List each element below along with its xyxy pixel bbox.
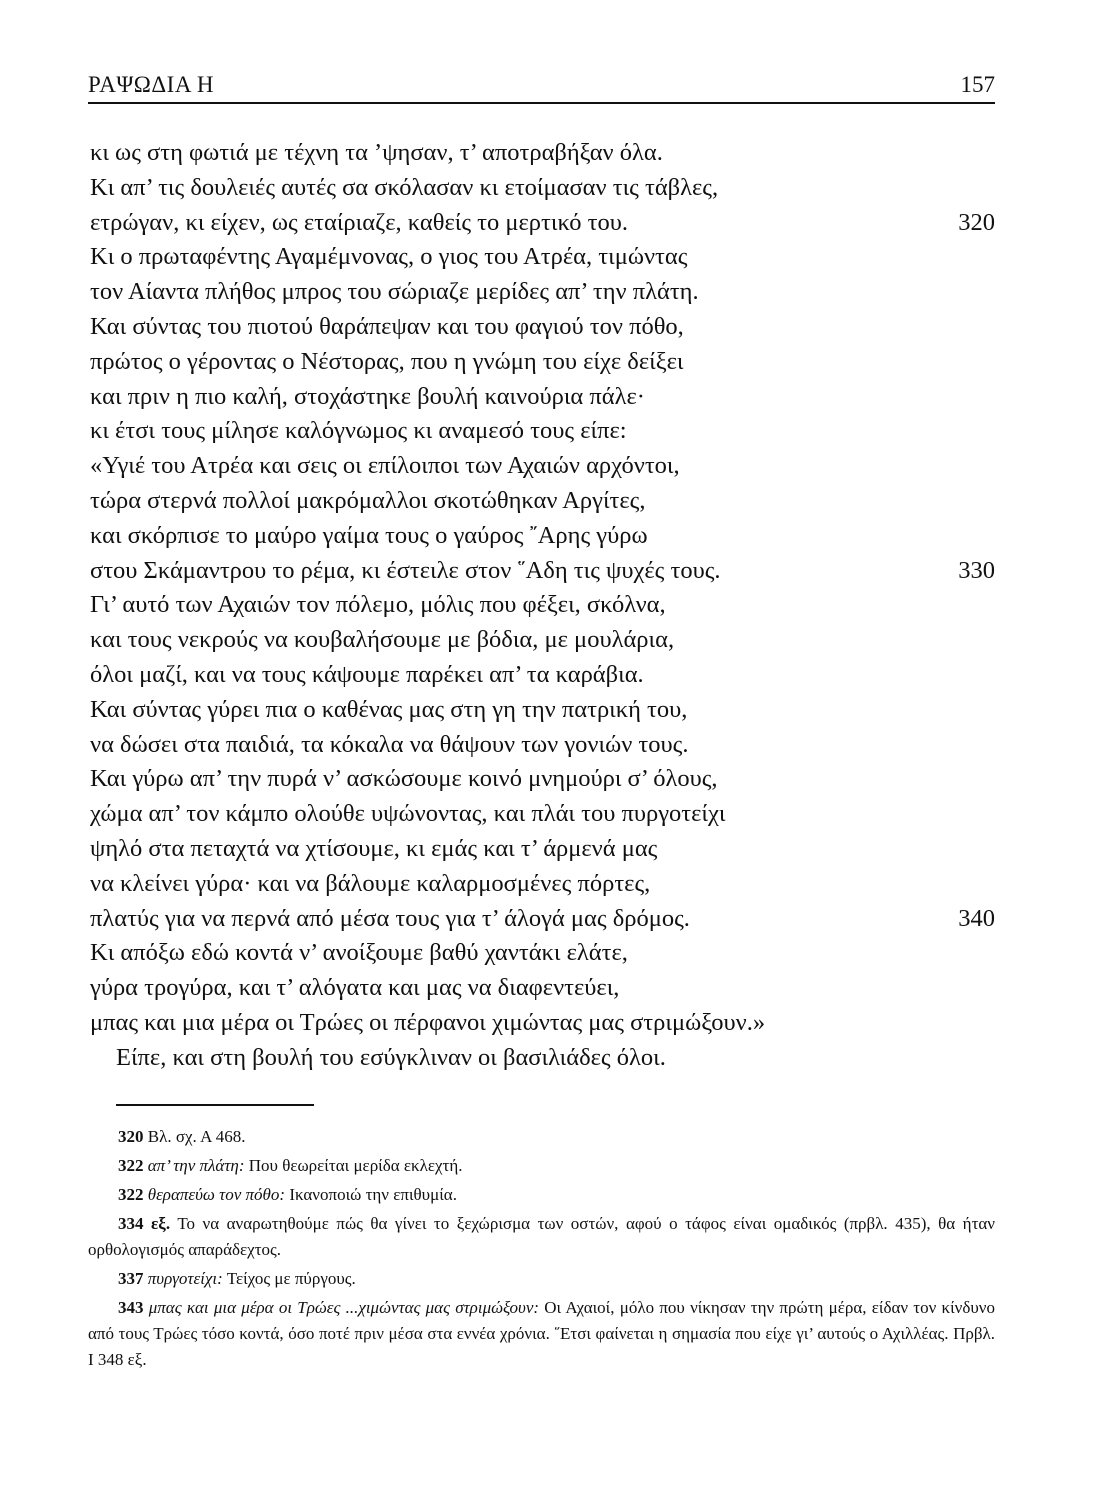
footnote-text: Οι Αχαιοί, μόλο που νίκησαν την πρώτη μέρα, είδαν τον κίνδυνο από τους Τρώες τόσο κοντά, όσο ποτέ πριν μέσα στα εννέα χρόνια. ῞Ετσι φαίνεται η σημασία που είχε γι’ αυτούς ο Αχιλλέας. Πρβλ. Ι 348 εξ. [88,1298,995,1369]
footnote [88,1153,995,1179]
verse-line [90,414,995,449]
footnote [88,1266,995,1292]
verse-line [90,519,995,554]
verse-line-text: χώμα απ’ τον κάμπο ολούθε υψώνοντας, και πλάι του πυργοτείχι [90,800,726,828]
verse-line-text: κι έτσι τους μίλησε καλόγνωμος κι αναμεσό τους είπε: [90,417,627,445]
verse-line-text: και τους νεκρούς να κουβαλήσουμε με βόδια, με μουλάρια, [90,626,675,654]
verse-line [90,971,995,1006]
verse-line [90,554,995,589]
verse-line [90,449,995,484]
verse-line-text: Κι ο πρωταφέντης Αγαμέμνονας, ο γιος του Ατρέα, τιμώντας [90,243,688,271]
verse-line [90,240,995,275]
line-number: 330 [958,556,995,584]
verse-line-text: Είπε, και στη βουλή του εσύγκλιναν οι βασιλιάδες όλοι. [116,1043,666,1071]
verse-line [90,623,995,658]
verse-line [90,275,995,310]
verse-line [90,832,995,867]
verse-line [90,936,995,971]
verse-line [90,658,995,693]
verse-line-text: Γι’ αυτό των Αχαιών τον πόλεμο, μόλις που φέξει, σκόλνα, [90,591,666,619]
verse-line [90,1006,995,1041]
verse-line-text: ετρώγαν, κι είχεν, ως εταίριαζε, καθείς το μερτικό του. [90,208,629,236]
footnotes [88,1124,995,1376]
line-number: 320 [958,208,995,236]
footnote [88,1295,995,1373]
footnote-text: Που θεωρείται μερίδα εκλεχτή. [244,1156,463,1175]
verse-line-text: Κι απ’ τις δουλειές αυτές σα σκόλασαν κι ετοίμασαν τις τάβλες, [90,173,719,201]
header-rule [88,102,995,104]
verse-line-text: πρώτος ο γέροντας ο Νέστορας, που η γνώμη του είχε δείξει [90,347,684,375]
line-number: 340 [958,904,995,932]
verse-line [90,797,995,832]
footnote-text: Το να αναρωτηθούμε πώς θα γίνει το ξεχώρισμα των οστών, αφού ο τάφος είναι ομαδικός (πρβλ. 435), θα ήταν ορθολογισμός απαράδεχτος. [88,1214,995,1259]
footnote-lemma: μπας και μια μέρα οι Τρώες ...χιμώντας μας στριμώξουν: [148,1298,540,1317]
verse-line [90,762,995,797]
verse-line [90,484,995,519]
verse-line-text: πλατύς για να περνά από μέσα τους για τ’ άλογά μας δρόμος. [90,904,690,932]
verse-line-text: ψηλό στα πεταχτά να χτίσουμε, κι εμάς και τ’ άρμενά μας [90,834,658,862]
verse-line-text: μπας και μια μέρα οι Τρώες οι πέρφανοι χιμώντας μας στριμώξουν.» [90,1008,766,1036]
verse-line-text: Κι απόξω εδώ κοντά ν’ ανοίξουμε βαθύ χαντάκι ελάτε, [90,939,628,967]
verse-line [90,728,995,763]
verse-line-text: Και σύντας του πιοτού θαράπεψαν και του φαγιού τον πόθο, [90,312,684,340]
verse-line-text: να κλείνει γύρα· και να βάλουμε καλαρμοσμένες πόρτες, [90,869,651,897]
footnote [88,1182,995,1208]
footnote-lemma: θεραπεύω τον πόθο: [147,1185,286,1204]
verse-line [90,380,995,415]
running-title: ΡΑΨΩΔΙΑ Η [88,72,215,97]
verse-line-text: τώρα στερνά πολλοί μακρόμαλλοι σκοτώθηκαν Αργίτες, [90,486,646,514]
footnote-lemma: πυργοτείχι: [147,1269,223,1288]
verse-line-text: γύρα τρογύρα, και τ’ αλόγατα και μας να διαφεντεύει, [90,974,620,1002]
verse-line-text: όλοι μαζί, και να τους κάψουμε παρέκει απ’ τα καράβια. [90,660,644,688]
footnote-text: Ικανοποιώ την επιθυμία. [285,1185,457,1204]
verse-line-text: και πριν η πιο καλή, στοχάστηκε βουλή καινούρια πάλε· [90,382,645,410]
verse-line [90,136,995,171]
verse-line [90,171,995,206]
footnote-ref: 343 [118,1298,144,1317]
footnote-ref: 337 [118,1269,144,1288]
verse-line [90,310,995,345]
footnote-text: Τείχος με πύργους. [222,1269,356,1288]
footnote-ref: 322 [118,1156,144,1175]
verse-line [90,1041,995,1076]
verse-line-text: στου Σκάμαντρου το ρέμα, κι έστειλε στον ῞Αδη τις ψυχές τους. [90,556,721,584]
verse-line-text: και σκόρπισε το μαύρο γαίμα τους ο γαύρος ῎Αρης γύρω [90,521,648,549]
footnote [88,1124,995,1150]
verse-line-text: «Υγιέ του Ατρέα και σεις οι επίλοιποι των Αχαιών αρχόντοι, [90,452,680,480]
verse-line [90,345,995,380]
verse-line [90,588,995,623]
footnote-ref: 320 [118,1127,144,1146]
footnote-rule [116,1104,314,1106]
verse-line-text: Και σύντας γύρει πια ο καθένας μας στη γη την πατρική του, [90,695,688,723]
page-header [88,72,995,102]
verse-line [90,867,995,902]
verse-line [90,206,995,241]
verse-line [90,902,995,937]
footnote [88,1211,995,1263]
verse-line-text: Και γύρω απ’ την πυρά ν’ ασκώσουμε κοινό μνημούρι σ’ όλους, [90,765,718,793]
verse-line-text: να δώσει στα παιδιά, τα κόκαλα να θάψουν των γονιών τους. [90,730,689,758]
verse-line-text: τον Αίαντα πλήθος μπρος του σώριαζε μερίδες απ’ την πλάτη. [90,278,699,306]
footnote-ref: 334 εξ. [118,1214,171,1233]
footnote-lemma: απ’ την πλάτη: [147,1156,245,1175]
verse-line-text: κι ως στη φωτιά με τέχνη τα ’ψησαν, τ’ αποτραβήξαν όλα. [90,139,663,166]
verse-text [90,136,995,1076]
footnote-text: Βλ. σχ. Α 468. [147,1127,246,1146]
footnote-ref: 322 [118,1185,144,1204]
verse-line [90,693,995,728]
page-number: 157 [960,72,995,97]
